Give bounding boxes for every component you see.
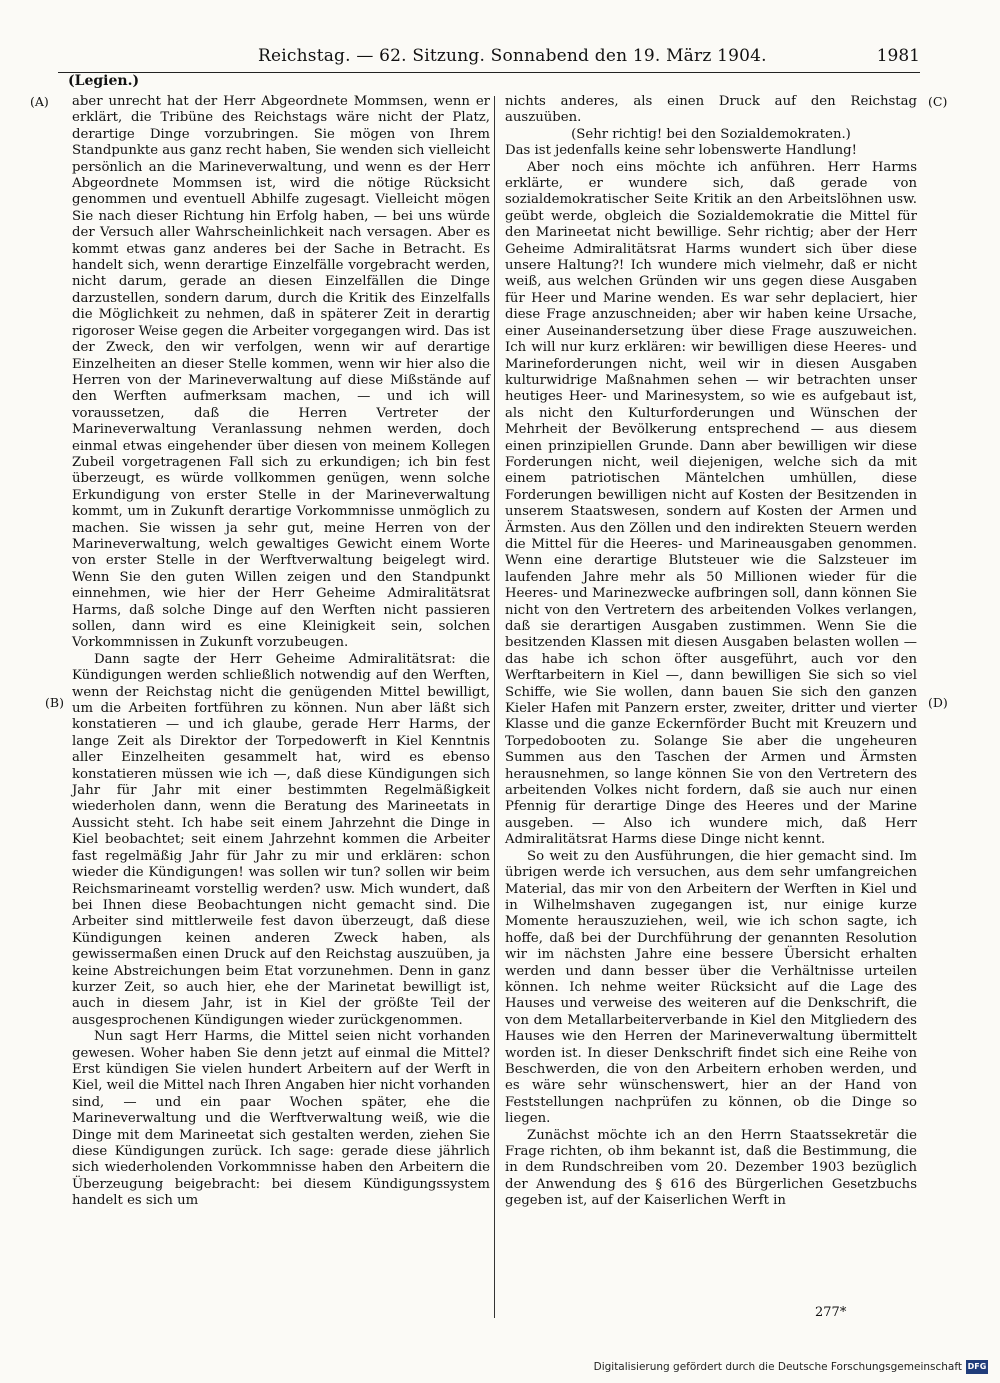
column-divider (494, 96, 495, 1318)
paragraph: Nun sagt Herr Harms, die Mittel seien nicht vorhanden gewesen. Woher haben Sie denn jetzt auf einmal die Mittel? Erst kündigen Sie vielen hundert Arbeitern auf der Werft in Kiel, weil die Mittel nach Ihren Angaben hier nicht vorhanden sind, — und ein paar Wochen später, ehe die Marineverwaltung und die Werftverwaltung weiß, wie die Dinge mit dem Marineetat sich gestalten werden, ziehen Sie diese Kündigungen zurück. Ich sage: gerade diese jährlich sich wiederholenden Vorkommnisse haben den Arbeitern die Überzeugung beigebracht: bei diesem Kündigungssystem handelt es sich um (72, 1029, 490, 1209)
footer (594, 1360, 988, 1374)
paragraph: Das ist jedenfalls keine sehr lobenswerte Handlung! (505, 143, 857, 159)
paragraph: Aber noch eins möchte ich anführen. Herr Harms erklärte, er wundere sich, daß gerade von sozialdemokratischer Seite Kritik an den Arbeitslöhnen usw. geübt werde, obgleich die Sozialdemokratie die Mittel für den Marineetat nicht bewillige. Sehr richtig; aber der Herr Geheime Admiralitätsrat Harms wundert sich über diese unsere Haltung?! Ich wundere mich vielmehr, daß er nicht weiß, aus welchen Gründen wir uns gegen diese Ausgaben für Heer und Marine wenden. Es war sehr deplaciert, hier diese Frage anzuschneiden; aber wir haben keine Ursache, einer Auseinandersetzung über diese Frage auszuweichen. Ich will nur kurz erklären: wir bewilligen diese Heeres- und Marineforderungen nicht, weil wir in diesen Ausgaben kulturwidrige Maßnahmen sehen — wir betrachten unser heutiges Heer- und Marinesystem, so wie es aufgebaut ist, als nicht den Kulturforderungen und Wünschen der Mehrheit der Bevölkerung entsprechend — aus diesem einen prinzipiellen Grunde. Dann aber bewilligen wir diese Forderungen nicht, weil diejenigen, welche sich da mit einem patriotischen Mäntelchen umhüllen, diese Forderungen bewilligen nicht auf Kosten der Besitzenden in unserem Staatswesen, sondern auf Kosten der Armen und Ärmsten. Aus den Zöllen und den indirekten Steuern werden die Mittel für die Heeres- und Marineausgaben genommen. Wenn eine derartige Blutsteuer wie die Salzsteuer im laufenden Jahre mehr als 50 Millionen wieder für die Heeres- und Marinezwecke aufbringen soll, dann können Sie nicht von den Vertretern des arbeitenden Volkes verlangen, daß sie derartigen Ausgaben zustimmen. Wenn Sie die besitzenden Klassen mit diesen Ausgaben belasten wollen — das habe ich schon öfter ausgeführt, auch vor den Werftarbeitern in Kiel —, dann bewilligen Sie sich so viel Schiffe, wie Sie wollen, dann bauen Sie sich den ganzen Kieler Hafen mit Panzern erster, zweiter, dritter und vierter Klasse und die ganze Eckernförder Bucht mit Kreuzern und Torpedobooten zu. Solange Sie aber die ungeheuren Summen aus den Taschen der Armen und Ärmsten herausnehmen, so lange können Sie von den Vertretern des arbeitenden Volkes nicht fordern, daß sie auch nur einen Pfennig für derartige Dinge des Heeres und der Marine ausgeben. — Also ich wundere mich, daß Herr Admiralitätsrat Harms diese Dinge nicht kennt. (505, 159, 917, 848)
speaker-tag: (Legien.) (68, 73, 140, 89)
running-head: Reichstag. — 62. Sitzung. Sonnabend den 19. März 1904. (258, 46, 767, 66)
paragraph: nichts anderes, als einen Druck auf den Reichstag auszuüben. (505, 94, 917, 126)
page-number: 1981 (876, 46, 920, 66)
paragraph: aber unrecht hat der Herr Abgeordnete Mommsen, wenn er erklärt, die Tribüne des Reichstags wäre nicht der Platz, derartige Dinge vorzubringen. Sie mögen von Ihrem Standpunkte aus ganz recht haben, Sie wenden sich vielleicht persönlich an die Marineverwaltung, und wenn es der Herr Abgeordnete Mommsen ist, wird die nötige Rücksicht genommen und eventuell Abhilfe zugesagt. Vielleicht mögen Sie nach dieser Richtung hin Erfolg haben, — bei uns würde der Versuch aller Wahrscheinlichkeit nach versagen. Aber es kommt etwas ganz anderes bei der Sache in Betracht. Es handelt sich, wenn derartige Einzelfälle vorgebracht werden, nicht darum, gerade an diesen Einzelfällen die Dinge darzustellen, sondern darum, durch die Kritik des Einzelfalls die Möglichkeit zu nehmen, daß in späterer Zeit in derartig rigoroser Weise gegen die Arbeiter vorgegangen wird. Das ist der Zweck, den wir verfolgen, wenn wir auf derartige Einzelheiten an dieser Stelle kommen, wenn wir hier also die Herren von der Marineverwaltung auf diese Mißstände auf den Werften aufmerksam machen, — und ich will voraussetzen, daß die Herren Vertreter der Marineverwaltung Veranlassung nehmen werden, doch einmal etwas eingehender über diesen von meinem Kollegen Zubeil vorgetragenen Fall sich zu erkundigen; ich bin fest überzeugt, es würde vollkommen genügen, wenn solche Erkundigung von erster Stelle in der Marineverwaltung kommt, um in Zukunft derartige Vorkommnisse unmöglich zu machen. Sie wissen ja sehr gut, meine Herren von der Marineverwaltung, welch gewaltiges Gewicht einem Worte von erster Stelle in der Werftverwaltung beigelegt wird. Wenn Sie den guten Willen zeigen und den Standpunkt einnehmen, wie hier der Herr Geheime Admiralitätsrat Harms, daß solche Dinge auf den Werften nicht passieren sollen, dann wird es eine Kleinigkeit sein, solchen Vorkommnissen in Zukunft vorzubeugen. (72, 94, 490, 651)
paragraph: Dann sagte der Herr Geheime Admiralitätsrat: die Kündigungen werden schließlich notwendig auf den Werften, wenn der Reichstag nicht die genügenden Mittel bewilligt, um die Arbeiten fortführen zu können. Nun aber läßt sich konstatieren — und ich glaube, gerade Herr Harms, der lange Zeit als Direktor der Torpedowerft in Kiel Kenntnis aller Einzelheiten gesammelt hat, wird es ebenso konstatieren müssen wie ich —, daß diese Kündigungen sich Jahr für Jahr mit einer bestimmten Regelmäßigkeit wiederholen dann, wenn die Beratung des Marineetats in Aussicht steht. Ich habe seit einem Jahrzehnt die Dinge in Kiel beobachtet; seit einem Jahrzehnt kommen die Arbeiter fast regelmäßig Jahr für Jahr zu mir und erklären: schon wieder die Kündigungen! was sollen wir tun? sollen wir beim Reichsmarineamt vorstellig werden? usw. Mich wundert, daß bei Ihnen diese Beobachtungen nicht gemacht sind. Die Arbeiter sind mittlerweile fest davon überzeugt, daß diese Kündigungen keinen anderen Zweck haben, als gewissermaßen einen Druck auf den Reichstag auszuüben, ja keine Abstreichungen beim Etat vorzunehmen. Denn in ganz kurzer Zeit, so auch hier, ehe der Marinetat bewilligt ist, auch in diesem Jahr, ist in Kiel der größte Teil der ausgesprochenen Kündigungen wieder zurückgenommen. (72, 651, 490, 1028)
left-column (72, 94, 490, 1210)
paragraph: So weit zu den Ausführungen, die hier gemacht sind. Im übrigen werde ich versuchen, aus dem sehr umfangreichen Material, das mir von den Arbeitern der Werften in Kiel und in Wilhelmshaven zugegangen ist, nur einige kurze Momente herauszuziehen, weil, wie ich schon sagte, ich hoffe, daß bei der Durchführung der genannten Resolution wir im nächsten Jahre eine bessere Übersicht erhalten werden und dann besser über die Verhältnisse urteilen können. Ich nehme weiter Rücksicht auf die Lage des Hauses und verweise des weiteren auf die Denkschrift, die von dem Metallarbeiterverbande in Kiel den Mitgliedern des Hauses wie den Herren der Marineverwaltung übermittelt worden ist. In dieser Denkschrift findet sich eine Reihe von Beschwerden, die von den Arbeitern erhoben werden, und es wäre sehr wünschenswert, hier an der Hand von Feststellungen nachprüfen zu können, ob die Dinge so liegen. (505, 848, 917, 1127)
interjection: (Sehr richtig! bei den Sozialdemokraten.) (571, 126, 851, 142)
paragraph: Zunächst möchte ich an den Herrn Staatssekretär die Frage richten, ob ihm bekannt ist, daß die Bestimmung, die in dem Rundschreiben vom 20. Dezember 1903 bezüglich der Anwendung des § 616 des Bürgerlichen Gesetzbuchs gegeben ist, auf der Kaiserlichen Werft in (505, 1127, 917, 1209)
right-column (505, 94, 917, 1210)
margin-marker-c: (C) (928, 94, 948, 109)
margin-marker-a: (A) (30, 94, 49, 109)
page-header (58, 42, 920, 73)
dfg-logo-icon: DFG (966, 1360, 988, 1374)
signature-mark: 277* (815, 1305, 847, 1320)
margin-marker-d: (D) (928, 695, 948, 710)
margin-marker-b: (B) (45, 695, 64, 710)
footer-text: Digitalisierung gefördert durch die Deutsche Forschungsgemeinschaft (593, 1361, 962, 1373)
